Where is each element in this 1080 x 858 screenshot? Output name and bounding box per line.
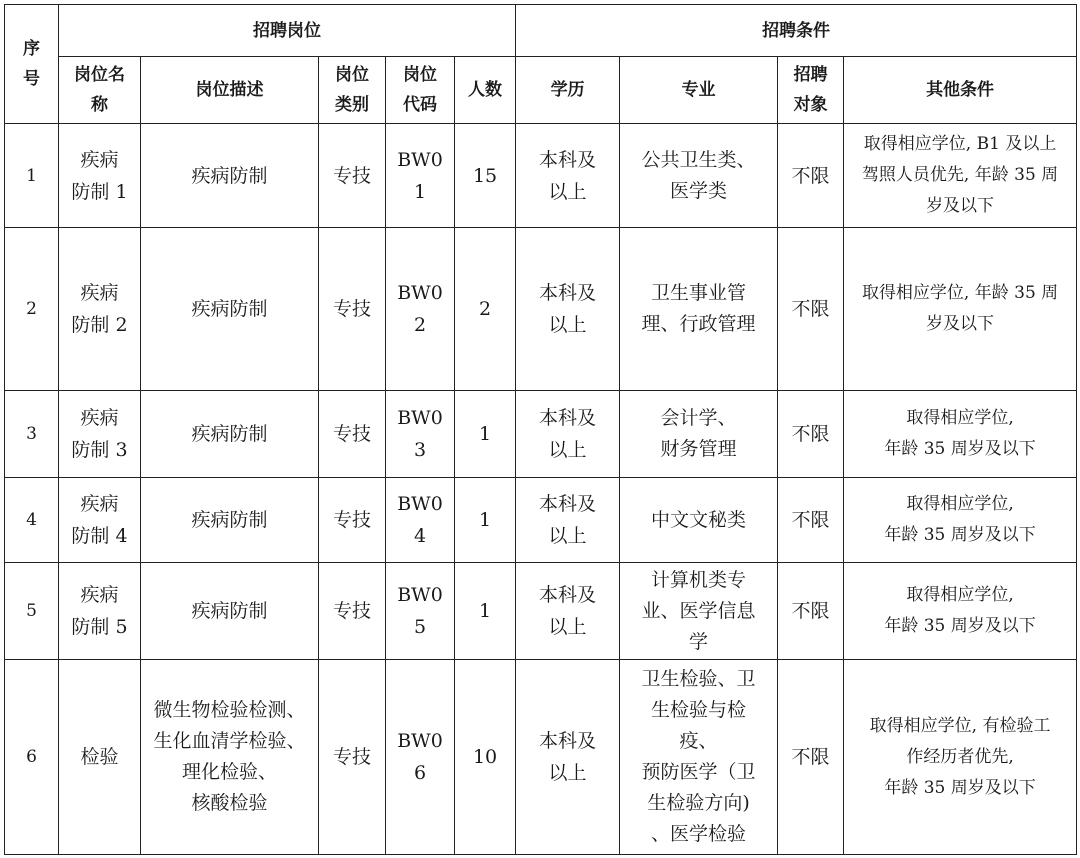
cell-post-code: BW0 4 <box>386 478 455 563</box>
cell-post-desc: 疾病防制 <box>141 478 319 563</box>
cell-major: 会计学、 财务管理 <box>620 391 778 478</box>
cell-seq: 5 <box>5 563 59 660</box>
header-seq: 序 号 <box>5 5 59 124</box>
cell-count: 2 <box>455 228 516 391</box>
cell-major: 卫生检验、卫 生检验与检 疫、 预防医学（卫 生检验方向) 、医学检验 <box>620 660 778 855</box>
cell-post-name: 疾病 防制 3 <box>59 391 141 478</box>
cell-education: 本科及 以上 <box>516 124 620 228</box>
cell-post-desc: 疾病防制 <box>141 228 319 391</box>
cell-post-type: 专技 <box>319 228 386 391</box>
cell-seq: 6 <box>5 660 59 855</box>
header-row-columns <box>5 57 1077 124</box>
header-education: 学历 <box>516 57 620 124</box>
cell-post-name: 疾病 防制 2 <box>59 228 141 391</box>
cell-post-desc: 疾病防制 <box>141 391 319 478</box>
cell-major: 中文文秘类 <box>620 478 778 563</box>
cell-education: 本科及 以上 <box>516 228 620 391</box>
cell-major: 公共卫生类、 医学类 <box>620 124 778 228</box>
cell-other: 取得相应学位, 年龄 35 周 岁及以下 <box>844 228 1077 391</box>
cell-post-type: 专技 <box>319 478 386 563</box>
cell-other: 取得相应学位, 年龄 35 周岁及以下 <box>844 563 1077 660</box>
header-group-post: 招聘岗位 <box>59 5 516 57</box>
cell-post-code: BW0 1 <box>386 124 455 228</box>
cell-target: 不限 <box>778 391 844 478</box>
recruitment-table <box>4 4 1077 855</box>
cell-major: 计算机类专 业、医学信息 学 <box>620 563 778 660</box>
cell-target: 不限 <box>778 660 844 855</box>
cell-post-code: BW0 3 <box>386 391 455 478</box>
cell-major: 卫生事业管 理、行政管理 <box>620 228 778 391</box>
cell-target: 不限 <box>778 478 844 563</box>
cell-education: 本科及 以上 <box>516 660 620 855</box>
table-row <box>5 391 1077 478</box>
cell-other: 取得相应学位, 有检验工 作经历者优先, 年龄 35 周岁及以下 <box>844 660 1077 855</box>
cell-education: 本科及 以上 <box>516 478 620 563</box>
header-other: 其他条件 <box>844 57 1077 124</box>
cell-education: 本科及 以上 <box>516 563 620 660</box>
cell-education: 本科及 以上 <box>516 391 620 478</box>
cell-post-desc: 微生物检验检测、 生化血清学检验、 理化检验、 核酸检验 <box>141 660 319 855</box>
header-post-desc: 岗位描述 <box>141 57 319 124</box>
cell-other: 取得相应学位, B1 及以上 驾照人员优先, 年龄 35 周 岁及以下 <box>844 124 1077 228</box>
cell-post-type: 专技 <box>319 563 386 660</box>
cell-seq: 4 <box>5 478 59 563</box>
cell-post-code: BW0 6 <box>386 660 455 855</box>
header-target: 招聘 对象 <box>778 57 844 124</box>
header-post-code: 岗位 代码 <box>386 57 455 124</box>
cell-target: 不限 <box>778 228 844 391</box>
cell-seq: 1 <box>5 124 59 228</box>
header-row-group <box>5 5 1077 57</box>
cell-count: 10 <box>455 660 516 855</box>
header-major: 专业 <box>620 57 778 124</box>
cell-post-code: BW0 2 <box>386 228 455 391</box>
cell-count: 1 <box>455 391 516 478</box>
cell-count: 1 <box>455 478 516 563</box>
table-row <box>5 124 1077 228</box>
cell-post-code: BW0 5 <box>386 563 455 660</box>
cell-post-name: 疾病 防制 5 <box>59 563 141 660</box>
cell-seq: 2 <box>5 228 59 391</box>
table-row <box>5 660 1077 855</box>
table-row <box>5 563 1077 660</box>
cell-post-type: 专技 <box>319 391 386 478</box>
cell-target: 不限 <box>778 124 844 228</box>
cell-other: 取得相应学位, 年龄 35 周岁及以下 <box>844 391 1077 478</box>
header-group-condition: 招聘条件 <box>516 5 1077 57</box>
cell-post-type: 专技 <box>319 124 386 228</box>
header-post-type: 岗位 类别 <box>319 57 386 124</box>
cell-post-name: 疾病 防制 1 <box>59 124 141 228</box>
header-post-name: 岗位名 称 <box>59 57 141 124</box>
cell-post-name: 检验 <box>59 660 141 855</box>
cell-count: 1 <box>455 563 516 660</box>
table-row <box>5 228 1077 391</box>
cell-post-desc: 疾病防制 <box>141 124 319 228</box>
cell-count: 15 <box>455 124 516 228</box>
cell-target: 不限 <box>778 563 844 660</box>
table-row <box>5 478 1077 563</box>
cell-post-type: 专技 <box>319 660 386 855</box>
cell-post-name: 疾病 防制 4 <box>59 478 141 563</box>
cell-seq: 3 <box>5 391 59 478</box>
cell-other: 取得相应学位, 年龄 35 周岁及以下 <box>844 478 1077 563</box>
cell-post-desc: 疾病防制 <box>141 563 319 660</box>
header-count: 人数 <box>455 57 516 124</box>
